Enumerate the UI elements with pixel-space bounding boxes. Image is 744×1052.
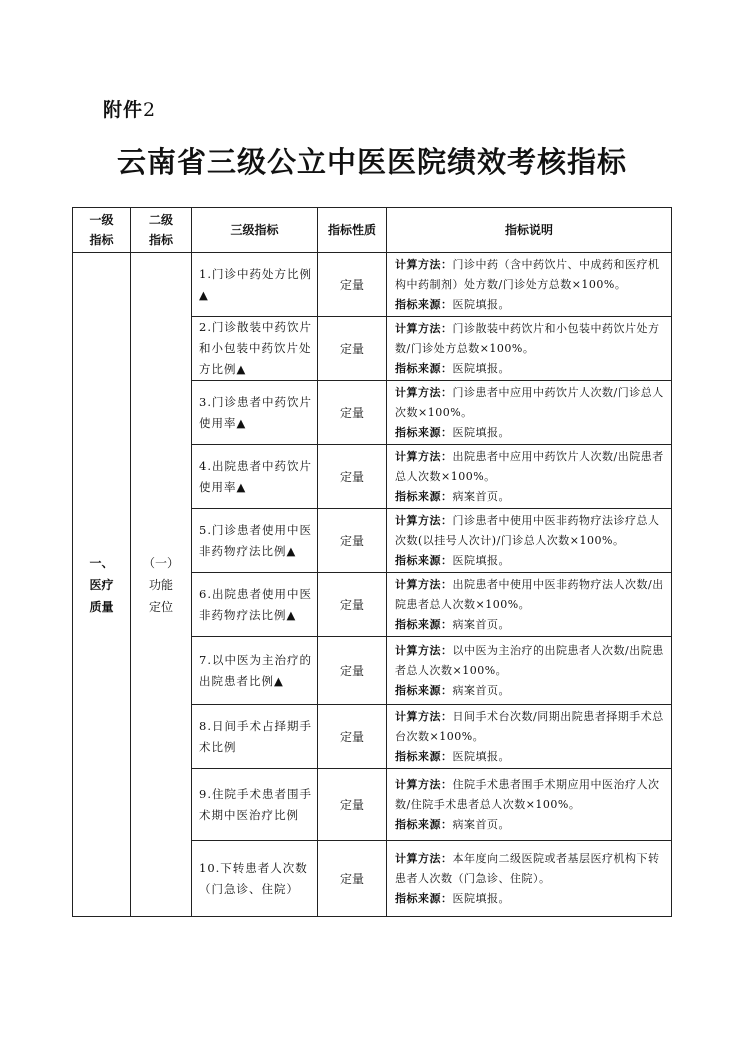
source-text: 病案首页。 xyxy=(452,617,510,631)
calc-method xyxy=(395,849,666,889)
level2-line: 功能 xyxy=(148,577,173,592)
level2-cell xyxy=(131,253,192,917)
source-label: 指标来源： xyxy=(395,617,453,631)
table-body xyxy=(73,253,672,917)
data-source xyxy=(395,815,666,835)
data-source xyxy=(395,359,666,379)
indicator-description xyxy=(387,841,672,917)
header-nature: 指标性质 xyxy=(318,208,387,253)
calc-label: 计算方法： xyxy=(395,385,453,399)
source-label: 指标来源： xyxy=(395,489,453,503)
data-source xyxy=(395,615,666,635)
source-text: 医院填报。 xyxy=(452,749,510,763)
calc-text: 门诊患者中使用中医非药物疗法诊疗总人次数(以挂号人次计)/门诊总人次数×100%。 xyxy=(395,513,660,547)
indicator-nature: 定量 xyxy=(318,841,387,917)
source-label: 指标来源： xyxy=(395,425,453,439)
indicator-nature: 定量 xyxy=(318,573,387,637)
calc-method xyxy=(395,511,666,551)
indicator-description xyxy=(387,381,672,445)
source-text: 医院填报。 xyxy=(452,361,510,375)
header-level1 xyxy=(73,208,131,253)
source-text: 病案首页。 xyxy=(452,683,510,697)
data-source xyxy=(395,487,666,507)
data-source xyxy=(395,551,666,571)
indicator-description xyxy=(387,253,672,317)
calc-text: 本年度向二级医院或者基层医疗机构下转患者人次数（门急诊、住院）。 xyxy=(395,851,660,885)
level3-indicator: 7.以中医为主治疗的出院患者比例▲ xyxy=(192,637,318,705)
source-label: 指标来源： xyxy=(395,297,453,311)
attachment-number: 2 xyxy=(143,99,157,121)
data-source xyxy=(395,889,666,909)
level1-line: 质量 xyxy=(89,599,114,614)
header-desc: 指标说明 xyxy=(387,208,672,253)
indicator-nature: 定量 xyxy=(318,637,387,705)
source-label: 指标来源： xyxy=(395,817,453,831)
source-text: 医院填报。 xyxy=(452,891,510,905)
source-text: 病案首页。 xyxy=(452,817,510,831)
level1-cell xyxy=(73,253,131,917)
header-level1-line: 指标 xyxy=(89,233,114,247)
level3-indicator: 9.住院手术患者围手术期中医治疗比例 xyxy=(192,769,318,841)
calc-text: 出院患者中应用中药饮片人次数/出院患者总人次数×100%。 xyxy=(395,449,664,483)
indicator-nature: 定量 xyxy=(318,253,387,317)
calc-label: 计算方法： xyxy=(395,643,453,657)
calc-label: 计算方法： xyxy=(395,449,453,463)
level2-line: 定位 xyxy=(148,599,173,614)
calc-text: 住院手术患者围手术期应用中医治疗人次数/住院手术患者总人次数×100%。 xyxy=(395,777,660,811)
header-level1-line: 一级 xyxy=(89,213,114,227)
calc-method xyxy=(395,641,666,681)
calc-method xyxy=(395,775,666,815)
level3-indicator: 3.门诊患者中药饮片使用率▲ xyxy=(192,381,318,445)
indicator-description xyxy=(387,637,672,705)
calc-label: 计算方法： xyxy=(395,321,453,335)
indicator-nature: 定量 xyxy=(318,445,387,509)
header-level2 xyxy=(131,208,192,253)
calc-method xyxy=(395,575,666,615)
page-title: 云南省三级公立中医医院绩效考核指标 xyxy=(116,145,627,179)
attachment-label xyxy=(103,95,156,122)
data-source xyxy=(395,423,666,443)
calc-label: 计算方法： xyxy=(395,777,453,791)
level3-indicator: 2.门诊散装中药饮片和小包装中药饮片处方比例▲ xyxy=(192,317,318,381)
calc-label: 计算方法： xyxy=(395,577,453,591)
source-label: 指标来源： xyxy=(395,553,453,567)
calc-method xyxy=(395,447,666,487)
data-source xyxy=(395,295,666,315)
indicator-table xyxy=(72,207,672,917)
indicator-description xyxy=(387,573,672,637)
indicator-nature: 定量 xyxy=(318,509,387,573)
source-label: 指标来源： xyxy=(395,749,453,763)
indicator-nature: 定量 xyxy=(318,381,387,445)
indicator-description xyxy=(387,445,672,509)
calc-label: 计算方法： xyxy=(395,513,453,527)
level3-indicator: 5.门诊患者使用中医非药物疗法比例▲ xyxy=(192,509,318,573)
data-source xyxy=(395,747,666,767)
calc-text: 出院患者中使用中医非药物疗法人次数/出院患者总人次数×100%。 xyxy=(395,577,664,611)
calc-label: 计算方法： xyxy=(395,709,453,723)
calc-label: 计算方法： xyxy=(395,257,453,271)
header-level2-line: 二级 xyxy=(148,213,173,227)
level3-indicator: 1.门诊中药处方比例▲ xyxy=(192,253,318,317)
indicator-description xyxy=(387,317,672,381)
attachment-word: 附件 xyxy=(103,99,144,121)
calc-text: 门诊散装中药饮片和小包装中药饮片处方数/门诊处方总数×100%。 xyxy=(395,321,660,355)
header-level3: 三级指标 xyxy=(192,208,318,253)
indicator-nature: 定量 xyxy=(318,705,387,769)
level1-line: 医疗 xyxy=(89,577,114,592)
source-label: 指标来源： xyxy=(395,361,453,375)
source-text: 医院填报。 xyxy=(452,425,510,439)
level3-indicator: 4.出院患者中药饮片使用率▲ xyxy=(192,445,318,509)
calc-method xyxy=(395,383,666,423)
indicator-description xyxy=(387,769,672,841)
calc-text: 门诊患者中应用中药饮片人次数/门诊总人次数×100%。 xyxy=(395,385,664,419)
level3-indicator: 10.下转患者人次数（门急诊、住院） xyxy=(192,841,318,917)
indicator-description xyxy=(387,705,672,769)
calc-method xyxy=(395,255,666,295)
calc-text: 门诊中药（含中药饮片、中成药和医疗机构中药制剂）处方数/门诊处方总数×100%。 xyxy=(395,257,660,291)
indicator-nature: 定量 xyxy=(318,317,387,381)
table-row xyxy=(73,253,672,317)
level1-line: 一、 xyxy=(89,555,114,570)
source-text: 医院填报。 xyxy=(452,553,510,567)
calc-text: 以中医为主治疗的出院患者人次数/出院患者总人次数×100%。 xyxy=(395,643,664,677)
source-label: 指标来源： xyxy=(395,683,453,697)
indicator-description xyxy=(387,509,672,573)
calc-text: 日间手术台次数/同期出院患者择期手术总台次数×100%。 xyxy=(395,709,664,743)
level3-indicator: 6.出院患者使用中医非药物疗法比例▲ xyxy=(192,573,318,637)
calc-label: 计算方法： xyxy=(395,851,453,865)
calc-method xyxy=(395,319,666,359)
header-level2-line: 指标 xyxy=(148,233,173,247)
level2-line: （一） xyxy=(142,555,179,570)
calc-method xyxy=(395,707,666,747)
level3-indicator: 8.日间手术占择期手术比例 xyxy=(192,705,318,769)
indicator-nature: 定量 xyxy=(318,769,387,841)
data-source xyxy=(395,681,666,701)
source-text: 病案首页。 xyxy=(452,489,510,503)
source-label: 指标来源： xyxy=(395,891,453,905)
source-text: 医院填报。 xyxy=(452,297,510,311)
table-header-row xyxy=(73,208,672,253)
